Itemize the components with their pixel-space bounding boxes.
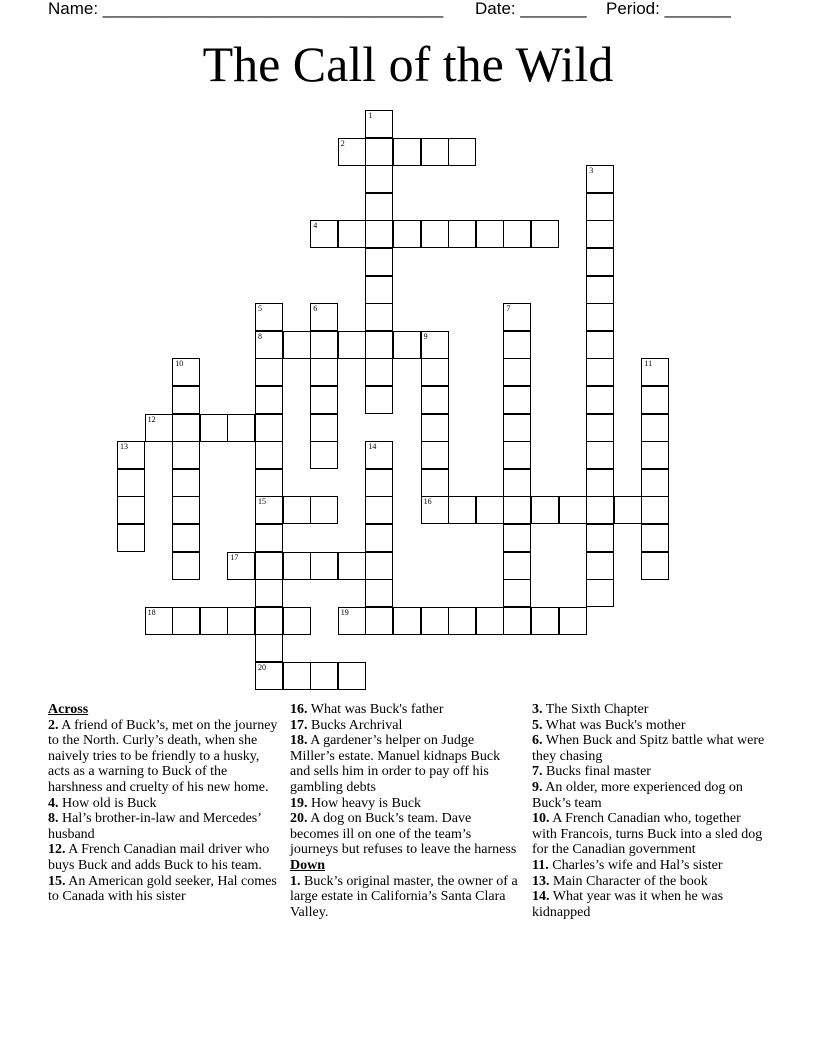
crossword-cell[interactable]: [503, 469, 531, 497]
down-clue: [532, 858, 768, 874]
clues-column-3: [532, 702, 768, 920]
clue-number: 11: [644, 359, 653, 369]
crossword-cell[interactable]: [172, 524, 200, 552]
clue-number-label: 6.: [532, 733, 543, 749]
clue-number-label: 12.: [48, 842, 66, 858]
crossword-cell[interactable]: [421, 441, 449, 469]
crossword-cell[interactable]: [172, 496, 200, 524]
crossword-cell[interactable]: [448, 220, 476, 248]
crossword-cell[interactable]: [255, 386, 283, 414]
down-clue: [532, 733, 768, 764]
crossword-cell[interactable]: [503, 552, 531, 580]
page-title: The Call of the Wild: [202, 36, 614, 92]
down-clue: [532, 780, 768, 811]
clue-number: 12: [147, 414, 156, 424]
crossword-cell[interactable]: [283, 496, 311, 524]
down-clue: [532, 874, 768, 890]
clue-text: When Buck and Spitz battle what were they chasing: [532, 733, 765, 764]
down-clue: [290, 874, 522, 921]
crossword-cell[interactable]: [393, 607, 421, 635]
crossword-cell[interactable]: [586, 579, 614, 607]
clue-text: Bucks Archrival: [307, 717, 403, 733]
crossword-cell[interactable]: [338, 138, 366, 166]
crossword-cell[interactable]: [448, 138, 476, 166]
crossword-cell[interactable]: [365, 303, 393, 331]
crossword-cell[interactable]: [421, 414, 449, 442]
crossword-cell[interactable]: [503, 358, 531, 386]
crossword-cell[interactable]: [421, 607, 449, 635]
crossword-cell[interactable]: [117, 496, 145, 524]
crossword-cell[interactable]: [503, 331, 531, 359]
crossword-cell[interactable]: [172, 441, 200, 469]
crossword-cell[interactable]: [586, 276, 614, 304]
crossword-cell[interactable]: [310, 414, 338, 442]
crossword-cell[interactable]: [503, 496, 531, 524]
crossword-cell[interactable]: [365, 165, 393, 193]
clue-text: Buck’s original master, the owner of a large estate in California’s Santa Clara Valley.: [290, 873, 518, 920]
crossword-cell[interactable]: [641, 496, 669, 524]
clue-text: Main Character of the book: [549, 873, 708, 889]
down-clue: [532, 811, 768, 858]
crossword-cell[interactable]: [365, 386, 393, 414]
clue-number-label: 14.: [532, 889, 550, 905]
clue-number: 7: [506, 304, 511, 314]
crossword-cell[interactable]: [586, 496, 614, 524]
date-field[interactable]: Date: _______: [475, 0, 587, 18]
crossword-cell[interactable]: [531, 496, 559, 524]
clue-text: A French Canadian who, together with Francois, turns Buck into a sled dog for the Canadian government: [532, 811, 763, 858]
crossword-cell[interactable]: [255, 552, 283, 580]
clue-text: An older, more experienced dog on Buck’s team: [532, 779, 743, 811]
crossword-cell[interactable]: [421, 386, 449, 414]
clue-number: 1: [368, 111, 373, 120]
crossword-cell[interactable]: [586, 358, 614, 386]
crossword-cell[interactable]: [338, 607, 366, 635]
crossword-cell[interactable]: [586, 441, 614, 469]
period-field[interactable]: Period: _______: [606, 0, 731, 18]
crossword-cell[interactable]: [531, 607, 559, 635]
crossword-cell[interactable]: [365, 579, 393, 607]
crossword-cell[interactable]: [255, 496, 283, 524]
crossword-cell[interactable]: [421, 496, 449, 524]
clue-number-label: 19.: [290, 795, 308, 811]
crossword-cell[interactable]: [255, 662, 283, 690]
down-clue: [532, 702, 768, 718]
clue-number: 16: [423, 497, 432, 507]
clue-number-label: 5.: [532, 717, 543, 733]
crossword-cell[interactable]: [365, 331, 393, 359]
clue-number: 17: [230, 552, 239, 562]
crossword-cell[interactable]: [117, 441, 145, 469]
crossword-cell[interactable]: [503, 524, 531, 552]
clue-number-label: 1.: [290, 873, 301, 889]
crossword-cell[interactable]: [641, 358, 669, 386]
clue-number-label: 20.: [290, 811, 308, 827]
crossword-cell[interactable]: [421, 469, 449, 497]
crossword-cell[interactable]: [310, 331, 338, 359]
crossword-cell[interactable]: [586, 469, 614, 497]
across-heading: Across: [48, 702, 89, 717]
down-clue: [532, 889, 768, 920]
clue-number-label: 18.: [290, 733, 308, 749]
across-clue-list-part2: [290, 702, 522, 858]
across-clue: [290, 702, 522, 718]
crossword-cell[interactable]: [393, 138, 421, 166]
clue-number-label: 7.: [532, 764, 543, 780]
crossword-cell[interactable]: [283, 662, 311, 690]
crossword-cell[interactable]: [531, 220, 559, 248]
clue-text: Charles’s wife and Hal’s sister: [548, 857, 723, 873]
crossword-cell[interactable]: [365, 496, 393, 524]
crossword-cell[interactable]: [365, 248, 393, 276]
crossword-cell[interactable]: [503, 220, 531, 248]
clue-number: 19: [340, 607, 349, 617]
crossword-cell[interactable]: [365, 220, 393, 248]
crossword-cell[interactable]: [283, 552, 311, 580]
crossword-cell[interactable]: [421, 138, 449, 166]
clue-number-label: 10.: [532, 811, 550, 827]
clue-number: 18: [147, 607, 156, 617]
clue-number: 5: [258, 304, 262, 314]
crossword-cell[interactable]: [365, 552, 393, 580]
crossword-cell[interactable]: [503, 414, 531, 442]
crossword-cell[interactable]: [255, 634, 283, 662]
crossword-cell[interactable]: [393, 331, 421, 359]
crossword-cell[interactable]: [172, 469, 200, 497]
across-clue: [48, 874, 284, 905]
clue-text: The Sixth Chapter: [542, 702, 649, 717]
clue-number: 8: [258, 331, 262, 341]
clue-number-label: 3.: [532, 702, 543, 717]
down-clue: [532, 718, 768, 734]
clues-column-1: [48, 702, 284, 905]
clue-number-label: 8.: [48, 811, 59, 827]
clue-number-label: 4.: [48, 795, 59, 811]
crossword-cell[interactable]: [641, 414, 669, 442]
crossword-cell[interactable]: [310, 662, 338, 690]
crossword-cell[interactable]: [641, 469, 669, 497]
clue-number-label: 11.: [532, 857, 549, 873]
crossword-cell[interactable]: [255, 469, 283, 497]
clue-number-label: 15.: [48, 873, 66, 889]
crossword-cell[interactable]: [172, 552, 200, 580]
clue-text: An American gold seeker, Hal comes to Canada with his sister: [48, 873, 277, 905]
across-clue: [290, 811, 522, 858]
clue-text: A French Canadian mail driver who buys Buck and adds Buck to his team.: [48, 842, 270, 873]
crossword-cell[interactable]: [641, 441, 669, 469]
crossword-cell[interactable]: [365, 441, 393, 469]
name-field[interactable]: Name: ____________________________________: [48, 0, 444, 18]
crossword-cell[interactable]: [255, 579, 283, 607]
clue-number: 14: [368, 442, 377, 452]
across-clue: [290, 733, 522, 795]
clue-text: How heavy is Buck: [307, 795, 422, 811]
crossword-cell[interactable]: [503, 303, 531, 331]
crossword-cell[interactable]: [365, 138, 393, 166]
clue-number: 2: [340, 138, 345, 148]
crossword-cell[interactable]: [614, 496, 642, 524]
clues-column-2: [290, 702, 522, 920]
crossword-cell[interactable]: [117, 524, 145, 552]
crossword-cell[interactable]: [338, 552, 366, 580]
crossword-cell[interactable]: [641, 524, 669, 552]
crossword-cell[interactable]: [338, 662, 366, 690]
crossword-cell[interactable]: [310, 220, 338, 248]
clue-number-label: 17.: [290, 717, 308, 733]
crossword-cell[interactable]: [338, 220, 366, 248]
crossword-cell[interactable]: [145, 607, 173, 635]
crossword-cell[interactable]: [448, 607, 476, 635]
crossword-cell[interactable]: [255, 607, 283, 635]
clue-number: 9: [423, 331, 428, 341]
crossword-cell[interactable]: [559, 607, 587, 635]
crossword-cell[interactable]: [310, 386, 338, 414]
clue-text: What was Buck's father: [307, 702, 444, 717]
crossword-cell[interactable]: [200, 414, 228, 442]
crossword-cell[interactable]: [255, 303, 283, 331]
clue-text: A gardener’s helper on Judge Miller’s estate. Manuel kidnaps Buck and sells him in order to pay off his gambling debts: [290, 733, 501, 795]
clue-number: 20: [258, 663, 266, 672]
across-clue: [290, 796, 522, 812]
across-clue: [48, 796, 284, 812]
down-clue-list-part1: [290, 874, 522, 921]
crossword-cell[interactable]: [586, 414, 614, 442]
clue-text: What year was it when he was kidnapped: [532, 889, 724, 920]
crossword-cell[interactable]: [503, 579, 531, 607]
across-clue-list-part1: [48, 718, 284, 905]
crossword-cell[interactable]: [365, 276, 393, 304]
crossword-cell[interactable]: [117, 469, 145, 497]
crossword-cell[interactable]: [586, 248, 614, 276]
crossword-cell[interactable]: [476, 220, 504, 248]
clue-text: How old is Buck: [58, 795, 157, 811]
across-clue: [48, 842, 284, 873]
crossword-cell[interactable]: [421, 358, 449, 386]
crossword-cell[interactable]: [283, 607, 311, 635]
crossword-cell[interactable]: [393, 220, 421, 248]
crossword-cell[interactable]: [255, 358, 283, 386]
across-clue: [48, 811, 284, 842]
crossword-cell[interactable]: [641, 386, 669, 414]
crossword-cell[interactable]: [145, 414, 173, 442]
crossword-cell[interactable]: [448, 496, 476, 524]
clue-text: Bucks final master: [542, 764, 651, 780]
clue-number-label: 9.: [532, 779, 543, 795]
crossword-cell[interactable]: [559, 496, 587, 524]
crossword-cell[interactable]: [586, 165, 614, 193]
crossword-cell[interactable]: [503, 441, 531, 469]
clue-text: A friend of Buck’s, met on the journey to the North. Curly’s death, when she naively tries to be friendly to a husky, acts as a warning to Buck of the harshness and cruelty of his new home.: [48, 717, 278, 795]
crossword-cell[interactable]: [310, 303, 338, 331]
crossword-cell[interactable]: [365, 110, 393, 138]
crossword-cell[interactable]: [310, 441, 338, 469]
crossword-cell[interactable]: [586, 193, 614, 221]
clue-number: 10: [175, 359, 184, 369]
clue-number-label: 16.: [290, 702, 308, 717]
down-clue-list-part2: [532, 702, 768, 920]
crossword-cell[interactable]: [172, 358, 200, 386]
crossword-cell[interactable]: [503, 386, 531, 414]
across-clue: [48, 718, 284, 796]
crossword-cell[interactable]: [365, 607, 393, 635]
crossword-cell[interactable]: [200, 607, 228, 635]
down-clue: [532, 764, 768, 780]
clue-text: A dog on Buck’s team. Dave becomes ill on one of the team’s journeys but refuses to leave the harness: [290, 811, 517, 858]
crossword-cell[interactable]: [586, 220, 614, 248]
crossword-cell[interactable]: [586, 386, 614, 414]
crossword-cell[interactable]: [586, 552, 614, 580]
crossword-cell[interactable]: [310, 358, 338, 386]
clue-number-label: 13.: [532, 873, 550, 889]
crossword-cell[interactable]: [421, 220, 449, 248]
crossword-cell[interactable]: [227, 552, 255, 580]
crossword-cell[interactable]: [503, 607, 531, 635]
clue-text: What was Buck's mother: [542, 717, 686, 733]
clue-text: Hal’s brother-in-law and Mercedes’ husband: [48, 811, 261, 842]
clue-number: 15: [258, 497, 266, 507]
across-clue: [290, 718, 522, 734]
crossword-cell[interactable]: [476, 607, 504, 635]
crossword-cell[interactable]: [227, 414, 255, 442]
clue-number-label: 2.: [48, 717, 59, 733]
crossword-cell[interactable]: [255, 414, 283, 442]
crossword-cell[interactable]: [365, 469, 393, 497]
crossword-cell[interactable]: [365, 524, 393, 552]
crossword-cell[interactable]: [227, 607, 255, 635]
crossword-cell[interactable]: [365, 358, 393, 386]
crossword-cell[interactable]: [586, 303, 614, 331]
crossword-cell[interactable]: [310, 496, 338, 524]
crossword-cell[interactable]: [641, 552, 669, 580]
crossword-cell[interactable]: [255, 524, 283, 552]
crossword-cell[interactable]: [365, 193, 393, 221]
crossword-cell[interactable]: [255, 331, 283, 359]
crossword-cell[interactable]: [255, 441, 283, 469]
crossword-cell[interactable]: [172, 607, 200, 635]
crossword-cell[interactable]: [310, 552, 338, 580]
clue-number: 4: [313, 221, 318, 231]
crossword-cell[interactable]: [586, 524, 614, 552]
crossword-cell[interactable]: [586, 331, 614, 359]
clue-number: 6: [313, 304, 318, 314]
crossword-cell[interactable]: [172, 386, 200, 414]
crossword-cell[interactable]: [476, 496, 504, 524]
crossword-cell[interactable]: [338, 331, 366, 359]
clue-number: 3: [589, 166, 594, 176]
crossword-cell[interactable]: [172, 414, 200, 442]
crossword-cell[interactable]: [283, 331, 311, 359]
down-heading: Down: [290, 857, 326, 873]
clue-number: 13: [120, 442, 128, 452]
crossword-cell[interactable]: [421, 331, 449, 359]
